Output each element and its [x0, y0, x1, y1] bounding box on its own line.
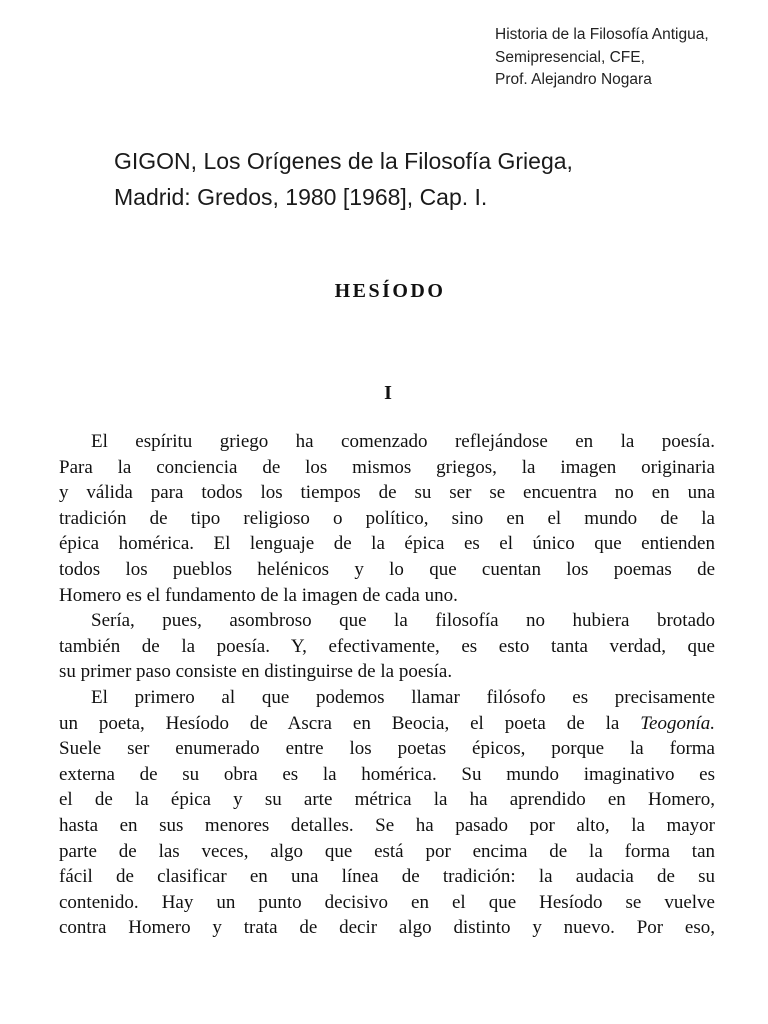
text-line: tradición de tipo religioso o político, sino en el mundo de la: [59, 507, 715, 529]
chapter-title: HESÍODO: [334, 280, 446, 302]
text-line: El espíritu griego ha comenzado reflejándose en la poesía.: [91, 431, 715, 452]
text-line: Sería, pues, asombroso que la filosofía no hubiera brotado: [91, 610, 715, 632]
text-line: todos los pueblos helénicos y lo que cuentan los poemas de: [59, 558, 715, 580]
text-line: externa de su obra es la homérica. Su mundo imaginativo es: [59, 763, 715, 785]
body-text: [59, 429, 715, 941]
text-line: también de la poesía. Y, efectivamente, es esto tanta verdad, que: [59, 635, 715, 657]
course-header: [495, 24, 760, 92]
citation-line: Madrid: Gredos, 1980 [1968], Cap. I.: [114, 184, 488, 210]
text-line: Para la conciencia de los mismos griegos, la imagen originaria: [59, 456, 715, 478]
text-line: su primer paso consiste en distinguirse de la poesía.: [59, 661, 453, 683]
course-line: Prof. Alejandro Nogara: [495, 71, 652, 88]
text-line: Suele ser enumerado entre los poetas épicos, porque la forma: [59, 738, 715, 760]
text-line: hasta en sus menores detalles. Se ha pasado por alto, la mayor: [59, 814, 715, 836]
section-number: I: [384, 382, 392, 404]
text-line: un poeta, Hesíodo de Ascra en Beocia, el poeta de la Teogonía.: [59, 712, 715, 734]
text-line: Homero es el fundamento de la imagen de cada uno.: [59, 584, 458, 606]
course-line: Historia de la Filosofía Antigua,: [495, 26, 709, 43]
text-line: parte de las veces, algo que está por encima de la forma tan: [59, 840, 715, 862]
bibliographic-citation: [114, 143, 754, 215]
work-title-teogonia: Teogonía.: [640, 712, 715, 734]
text-line: épica homérica. El lenguaje de la épica es el único que entienden: [59, 533, 715, 555]
text-line: El primero al que podemos llamar filósofo es precisamente: [91, 686, 715, 708]
text-line: contra Homero y trata de decir algo distinto y nuevo. Por eso,: [59, 917, 715, 939]
text-line: y válida para todos los tiempos de su ser se encuentra no en una: [59, 482, 715, 504]
text-line: el de la épica y su arte métrica la ha aprendido en Homero,: [59, 789, 715, 811]
text-line: contenido. Hay un punto decisivo en el que Hesíodo se vuelve: [59, 891, 715, 913]
citation-line: GIGON, Los Orígenes de la Filosofía Griega,: [114, 148, 573, 174]
text-line: fácil de clasificar en una línea de tradición: la audacia de su: [59, 866, 715, 888]
course-line: Semipresencial, CFE,: [495, 48, 645, 66]
